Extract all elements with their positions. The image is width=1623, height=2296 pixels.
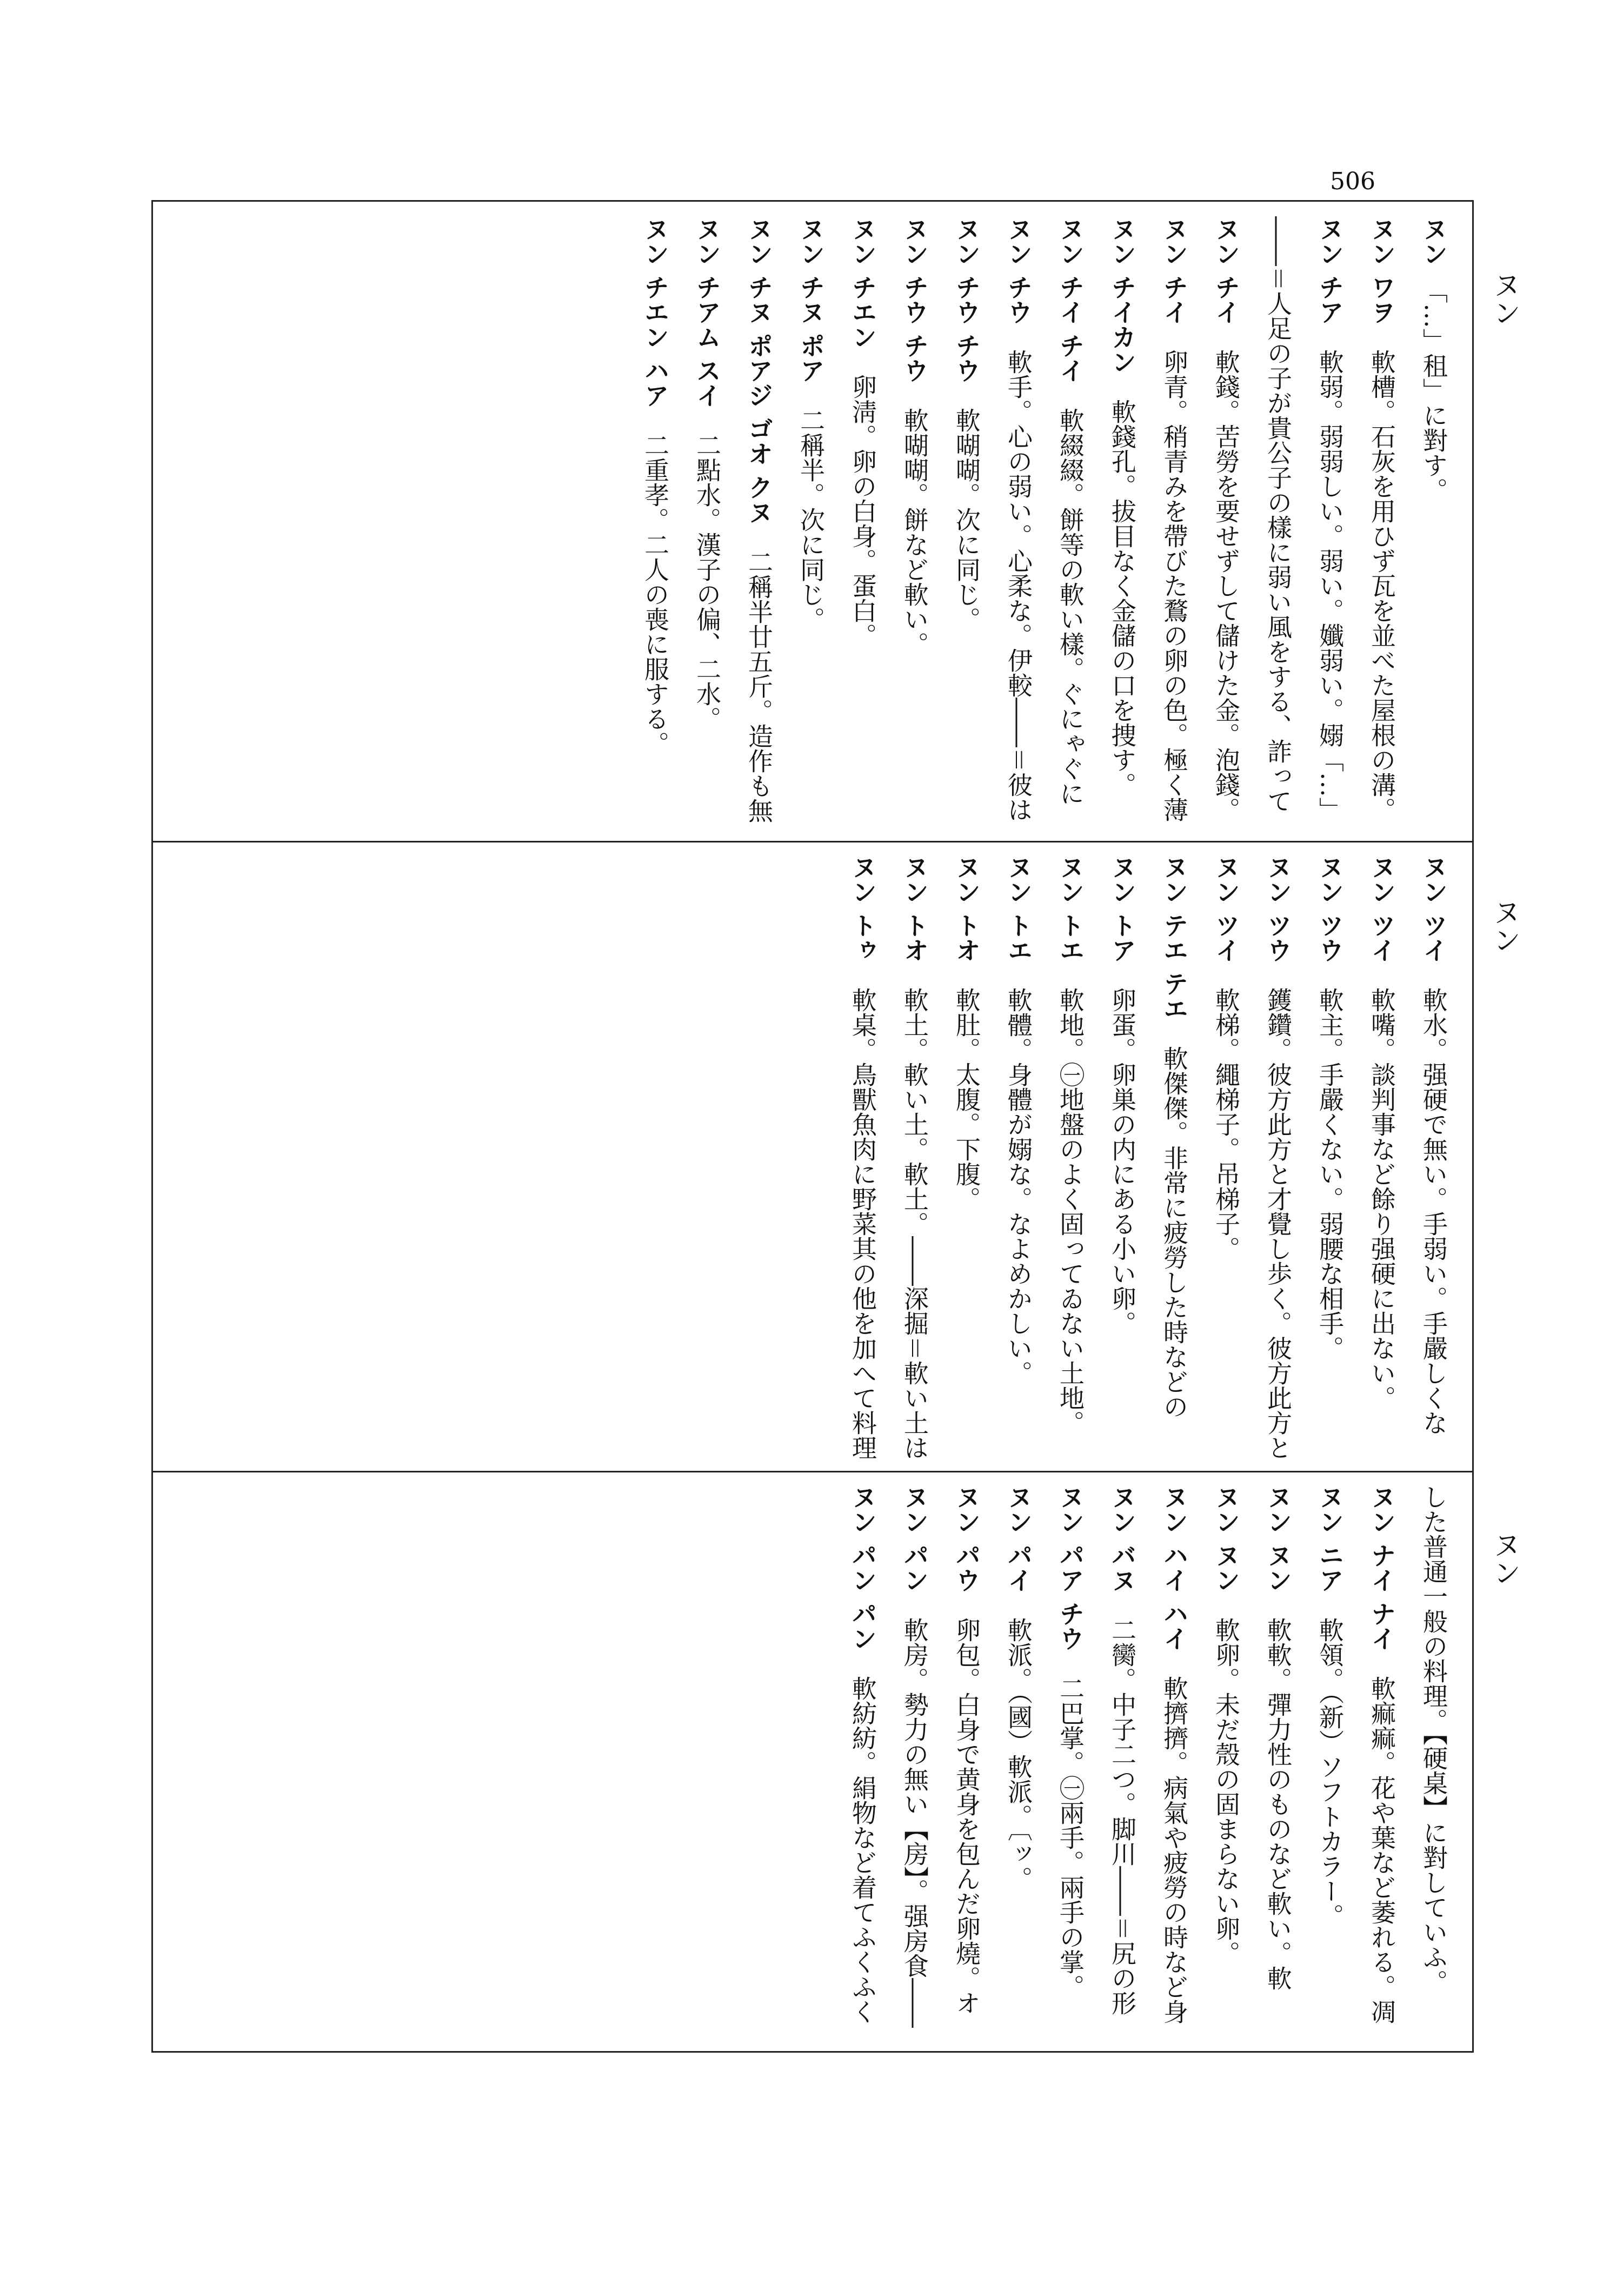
dictionary-entry <box>1148 854 1200 1460</box>
entry-headword: ヌン ハイ ハイ <box>1160 1484 1189 1651</box>
entry-headword: ヌン ヌン <box>1212 1484 1241 1593</box>
dictionary-entry <box>1096 854 1148 1460</box>
entry-definition: 軟錢。苦勞を要せずして儲けた金。泡錢。 <box>1212 349 1241 822</box>
entry-definition: 軟水。强硬で無い。手弱い。手嚴しくな <box>1419 987 1448 1436</box>
dictionary-entry <box>1045 1484 1096 2036</box>
dictionary-entry <box>785 216 837 827</box>
entry-definition: 軟梯。繩梯子。吊梯子。 <box>1212 987 1241 1262</box>
dictionary-entry <box>1408 216 1460 827</box>
entry-definition: 軟痲痲。花や葉など萎れる。凋 <box>1367 1676 1396 2025</box>
entry-headword: ヌン ナイ ナイ <box>1367 1484 1396 1651</box>
entry-definition: 軟主。手嚴くない。弱腰な相手。 <box>1315 987 1345 1361</box>
dictionary-entry <box>941 216 993 827</box>
entry-definition: 軟傑傑。非常に疲勞した時などの <box>1160 1046 1189 1419</box>
entry-definition: 軟錢孔。拔目なく金儲の口を捜す。 <box>1108 399 1137 798</box>
dictionary-entry <box>889 1484 941 2036</box>
band-divider <box>151 1471 1472 1472</box>
dictionary-entry <box>889 216 941 827</box>
entry-definition: 二臠。中子二つ。脚川――＝尻の形 <box>1108 1617 1137 2016</box>
dictionary-entry <box>1356 1484 1408 2036</box>
entry-headword: ヌン チヌ ポア <box>796 216 826 383</box>
dictionary-entry <box>1252 216 1304 827</box>
dictionary-entry <box>1304 1484 1356 2036</box>
entry-definition: 二稱半。次に同じ。 <box>796 408 826 632</box>
entry-definition: した普通一般の料理。【硬桌】に對していふ。 <box>1419 1484 1448 1994</box>
entry-definition: 軟派。（國）軟派。〔ッ。 <box>1004 1617 1033 1892</box>
entry-headword: ヌン チウ チウ <box>952 216 981 383</box>
entry-headword: ヌン チアム スイ <box>693 216 722 408</box>
dictionary-entry <box>1045 216 1096 827</box>
entry-headword: ヌン パア チウ <box>1056 1484 1085 1651</box>
section-header: ヌン <box>1488 1530 1520 1587</box>
entry-definition: 軟土。軟い土。軟土。――深掘＝軟い土は <box>900 987 929 1460</box>
entry-definition: 軟嘴。談判事など餘り强硬に出ない。 <box>1367 987 1396 1411</box>
entry-definition: 軟卵。未だ殼の固まらない卵。 <box>1212 1617 1241 1966</box>
entry-headword: ヌン チウ <box>1004 216 1033 325</box>
entry-definition: 軟手。心の弱い。心柔な。伊較――＝彼は <box>1004 349 1033 822</box>
entry-headword: ヌン トア <box>1108 854 1137 963</box>
dictionary-entry <box>941 854 993 1460</box>
dictionary-entry <box>1200 216 1252 827</box>
entry-definition: 軟桌。鳥獸魚肉に野菜其の他を加へて料理 <box>848 987 877 1460</box>
dictionary-entry <box>1356 216 1408 827</box>
entry-headword: ヌン ニア <box>1315 1484 1345 1593</box>
entry-headword: ヌン バヌ <box>1108 1484 1137 1593</box>
entry-definition: 二稱半廿五斤。造作も無 <box>744 549 774 824</box>
entry-headword: ヌン チイ <box>1160 216 1189 325</box>
entry-definition: 軟㗅㗅。次に同じ。 <box>952 408 981 632</box>
entry-definition: 軟軟。彈力性のものなど軟い。軟 <box>1263 1617 1293 1991</box>
entry-definition: 軟擠擠。病氣や疲勞の時など身 <box>1160 1676 1189 2025</box>
dictionary-entry <box>1304 854 1356 1460</box>
entry-headword: ヌン <box>1419 216 1448 266</box>
entry-headword: ヌン チウ チウ <box>900 216 929 383</box>
entry-headword: ヌン チヌ ポアジ ゴオ クヌ <box>744 216 774 525</box>
entry-headword: ヌン ワヲ <box>1367 216 1396 325</box>
dictionary-entry <box>837 216 889 827</box>
dictionary-entry <box>837 854 889 1460</box>
dictionary-entry <box>1252 1484 1304 2036</box>
dictionary-entry <box>1252 854 1304 1460</box>
entry-headword: ヌン パン パン <box>848 1484 877 1651</box>
dictionary-entry <box>837 1484 889 2036</box>
dictionary-band-middle <box>162 854 1460 1460</box>
entry-headword: ヌン パイ <box>1004 1484 1033 1593</box>
entry-headword: ヌン テエ テエ <box>1160 854 1189 1021</box>
entry-definition: 軟房。勢力の無い【房】。强房食―― <box>900 1617 929 2028</box>
entry-headword: ヌン チイカン <box>1108 216 1137 375</box>
entry-headword: ヌン チエン <box>848 216 877 350</box>
entry-definition: 軟㗅㗅。餅など軟い。 <box>900 408 929 657</box>
entry-headword: ヌン トオ <box>900 854 929 963</box>
dictionary-entry <box>993 854 1045 1460</box>
dictionary-entry <box>1148 1484 1200 2036</box>
entry-definition: 軟領。（新）ソフトカラー。 <box>1315 1617 1345 1929</box>
dictionary-entry <box>1096 1484 1148 2036</box>
entry-headword: ヌン トオ <box>952 854 981 963</box>
dictionary-entry <box>733 216 785 827</box>
entry-headword: ヌン ツイ <box>1419 854 1448 963</box>
entry-headword: ヌン トエ <box>1004 854 1033 963</box>
entry-definition: 二重孝。二人の喪に服する。 <box>641 433 670 757</box>
dictionary-entry <box>629 216 681 827</box>
entry-definition: 軟紡紡。絹物など着てふくふく <box>848 1676 877 2025</box>
entry-definition: 軟綴綴。餅等の軟い樣。ぐにゃぐに <box>1056 408 1085 806</box>
entry-definition: 二巴掌。㊀兩手。兩手の掌。 <box>1056 1676 1085 2000</box>
dictionary-entry <box>1096 216 1148 827</box>
dictionary-band-bottom <box>162 1484 1460 2036</box>
entry-definition: 軟槽。石灰を用ひず瓦を並べた屋根の溝。 <box>1367 349 1396 822</box>
entry-definition: 軟弱。弱弱しい。弱い。孅弱い。嫋「…」 <box>1315 349 1345 822</box>
section-header: ヌン <box>1488 898 1520 954</box>
entry-definition: 軟體。身體が嫋な。なよめかしい。 <box>1004 987 1033 1386</box>
entry-definition: 鑊鑽。彼方此方と才覺し歩く。彼方此方と <box>1263 987 1293 1460</box>
dictionary-entry <box>1200 854 1252 1460</box>
dictionary-entry <box>681 216 733 827</box>
dictionary-entry <box>1408 1484 1460 2036</box>
entry-headword: ヌン パン <box>900 1484 929 1593</box>
entry-headword: ヌン ツイ <box>1212 854 1241 963</box>
entry-headword: ヌン パウ <box>952 1484 981 1593</box>
entry-headword: ヌン ツイ <box>1367 854 1396 963</box>
entry-headword: ヌン チア <box>1315 216 1345 325</box>
page-number: 506 <box>1330 168 1375 195</box>
entry-definition: 「…」租」に對す。 <box>1419 291 1448 502</box>
entry-headword: ヌン ツウ <box>1263 854 1293 963</box>
entry-definition: 二點水。漢子の偏、二水。 <box>693 433 722 732</box>
entry-definition: 卵包。白身で黄身を包んだ卵燒。オ <box>952 1617 981 2016</box>
entry-definition: 軟肚。太腹。下腹。 <box>952 987 981 1212</box>
entry-definition: 卵青。稍青みを帶びた鶩の卵の色。極く薄 <box>1160 349 1189 822</box>
dictionary-entry <box>1148 216 1200 827</box>
dictionary-entry <box>889 854 941 1460</box>
dictionary-entry <box>1045 854 1096 1460</box>
entry-definition: 卵淸。卵の白身。蛋白。 <box>848 374 877 648</box>
dictionary-entry <box>993 216 1045 827</box>
entry-definition: ――＝人足の子が貴公子の樣に弱い風をする、詐って <box>1263 216 1293 813</box>
dictionary-band-top <box>162 216 1460 827</box>
dictionary-entry <box>1200 1484 1252 2036</box>
entry-headword: ヌン チエン ハア <box>641 216 670 408</box>
entry-headword: ヌン トゥ <box>848 854 877 963</box>
dictionary-entry <box>1304 216 1356 827</box>
dictionary-entry <box>993 1484 1045 2036</box>
band-divider <box>151 841 1472 842</box>
dictionary-entry <box>1408 854 1460 1460</box>
entry-definition: 軟地。㊀地盤のよく固ってゐない土地。 <box>1056 987 1085 1436</box>
entry-headword: ヌン チイ チイ <box>1056 216 1085 383</box>
entry-headword: ヌン トエ <box>1056 854 1085 963</box>
dictionary-entry <box>941 1484 993 2036</box>
entry-headword: ヌン ツウ <box>1315 854 1345 963</box>
entry-headword: ヌン ヌン <box>1263 1484 1293 1593</box>
section-header: ヌン <box>1488 270 1520 327</box>
entry-headword: ヌン チイ <box>1212 216 1241 325</box>
entry-definition: 卵蛋。卵巣の内にある小い卵。 <box>1108 987 1137 1336</box>
dictionary-entry <box>1356 854 1408 1460</box>
